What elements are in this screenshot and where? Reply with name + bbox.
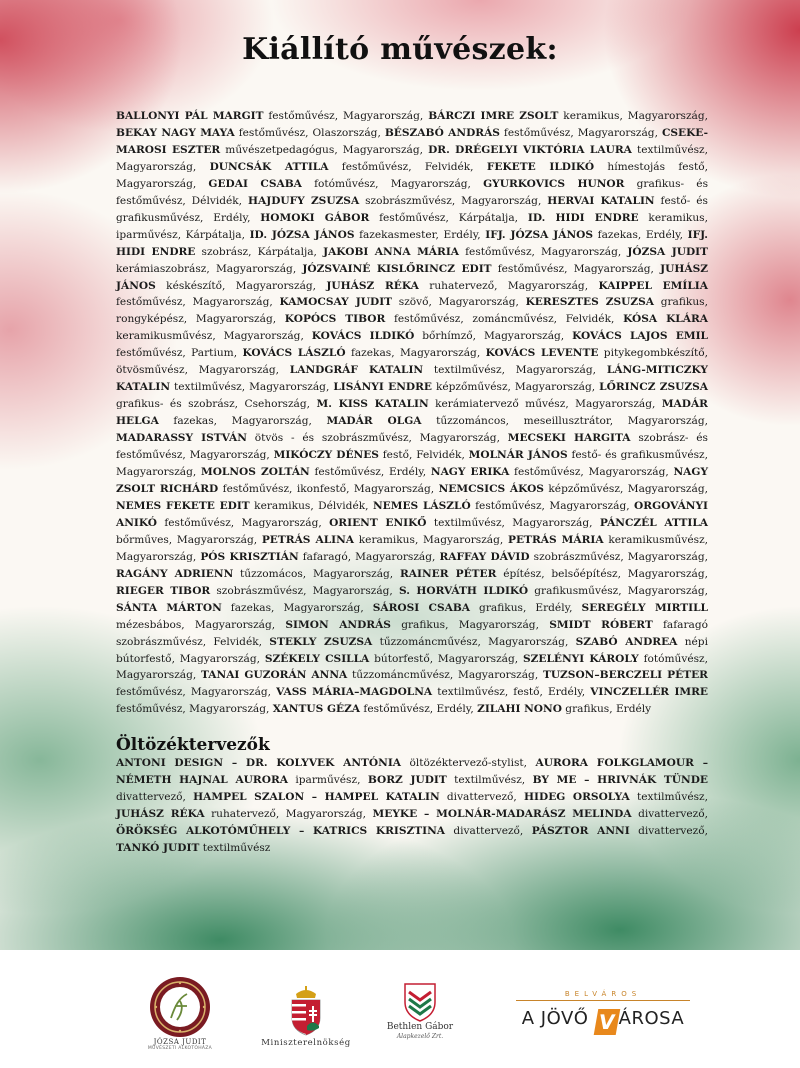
artist-name: ORGOVÁNYI ANIKÓ — [116, 499, 708, 529]
artist-name: NEMES LÁSZLÓ — [372, 499, 471, 512]
artist-name: KOPÓCS TIBOR — [284, 313, 386, 326]
designer-name: JUHÁSZ RÉKA — [116, 807, 205, 820]
artist-name: HOMOKI GÁBOR — [260, 211, 370, 224]
artist-name: PETRÁS ALINA — [261, 533, 355, 546]
artist-name: LŐRINCZ ZSUZSA — [599, 381, 708, 394]
artist-name: ORIENT ENIKŐ — [329, 516, 427, 529]
ministry-caption: Miniszterelnökség — [261, 1038, 351, 1048]
artist-name: KOVÁCS LAJOS EMIL — [572, 330, 708, 343]
artist-name: HAJDUFY ZSUZSA — [247, 194, 360, 207]
sponsor-footer — [0, 950, 800, 1068]
artist-name: SÁNTA MÁRTON — [116, 601, 222, 614]
artist-name: KERESZTES ZSUZSA — [525, 296, 654, 309]
jozsa-judit-seal-icon — [149, 976, 211, 1038]
logo-ministry — [250, 986, 362, 1048]
artist-name: MIKÓCZY DÉNES — [273, 449, 379, 462]
artist-name: ID. JÓZSA JÁNOS — [249, 228, 355, 241]
designer-name: PÁSZTOR ANNI — [531, 824, 630, 837]
belvaros-divider — [516, 1000, 690, 1001]
bethlen-caption: Bethlen Gábor — [386, 1022, 454, 1032]
artist-name: MOLNÁR JÁNOS — [468, 449, 568, 462]
artist-name: NEMCSICS ÁKOS — [438, 482, 544, 495]
arosa-text: ÁROSA — [618, 1008, 685, 1029]
artist-name: LANDGRÁF KATALIN — [289, 364, 424, 377]
artist-name: PÓS KRISZTIÁN — [200, 550, 299, 563]
artist-name: JAKOBI ANNA MÁRIA — [323, 245, 459, 258]
artists-list: BALLONYI PÁL MARGIT festőművész, Magyarország, BÁRCZI IMRE ZSOLT keramikus, Magyarország, BEKAY NAGY MAYA festőművész, Olaszország, BÉSZABÓ ANDRÁS festőművész, Magyarország, CSEKE-MAROSI ESZTER művészetpedagógus, Magyarország, DR. DRÉGELYI VIKTÓRIA LAURA textilművész, Magyarország, DUNCSÁK ATTILA festőművész, Felvidék, FEKETE ILDIKÓ hímestojás festő, Magyarország, GEDAI CSABA fotóművész, Magyarország, GYURKOVICS HUNOR grafikus- és festőművész, Délvidék, HAJDUFY ZSUZSA szobrászművész, Magyarország, HERVAI KATALIN festő- és grafikusművész, Erdély, HOMOKI GÁBOR festőművész, Kárpátalja, ID. HIDI ENDRE keramikus, iparművész, Kárpátalja, ID. JÓZSA JÁNOS fazekasmester, Erdély, IFJ. JÓZSA JÁNOS fazekas, Erdély, IFJ. HIDI ENDRE szobrász, Kárpátalja, JAKOBI ANNA MÁRIA festőművész, Magyarország, JÓZSA JUDIT kerámiaszobrász, Magyarország, JÓZSVAINÉ KISLŐRINCZ EDIT festőművész, Magyarország, JUHÁSZ JÁNOS késkészítő, Magyarország, JUHÁSZ RÉKA ruhatervező, Magyarország, KAIPPEL EMÍLIA festőművész, Magyarország, KAMOCSAY JUDIT szövő, Magyarország, KERESZTES ZSUZSA grafikus, rongyképész, Magyarország, KOPÓCS TIBOR festőművész, zománcművész, Felvidék, KÓSA KLÁRA keramikusművész, Magyarország, KOVÁCS ILDIKÓ bőrhímző, Magyarország, KOVÁCS LAJOS EMIL festőművész, Partium, KOVÁCS LÁSZLÓ fazekas, Magyarország, KOVÁCS LEVENTE pitykegombkészítő, ötvösművész, Magyarország, LANDGRÁF KATALIN textilművész, Magyarország, LÁNG-MITICZKY KATALIN textilművész, Magyarország, LISÁNYI ENDRE képzőművész, Magyarország, LŐRINCZ ZSUZSA grafikus- és szobrász, Csehország, M. KISS KATALIN kerámiatervező művész, Magyarország, MADÁR HELGA fazekas, Magyarország, MADÁR OLGA tűzzománcos, meseillusztrátor, Magyarország, MADARASSY ISTVÁN ötvös - és szobrászművész, Magyarország, MECSEKI HARGITA szobrász- és festőművész, Magyarország, MIKÓCZY DÉNES festő, Felvidék, MOLNÁR JÁNOS festő- és grafikusművész, Magyarország, MOLNOS ZOLTÁN festőművész, Erdély, NAGY ERIKA festőművész, Magyarország, NAGY ZSOLT RICHÁRD festőművész, ikonfestő, Magyarország, NEMCSICS ÁKOS képzőművész, Magyarország, NEMES FEKETE EDIT keramikus, Délvidék, NEMES LÁSZLÓ festőművész, Magyarország, ORGOVÁNYI ANIKÓ festőművész, Magyarország, ORIENT ENIKŐ textilművész, Magyarország, PÁNCZÉL ATTILA bőrműves, Magyarország, PETRÁS ALINA keramikus, Magyarország, PETRÁS MÁRIA keramikusművész, Magyarország, PÓS KRISZTIÁN fafaragó, Magyarország, RAFFAY DÁVID szobrászművész, Magyarország, RAGÁNY ADRIENN tűzzomácos, Magyarország, RAINER PÉTER építész, belsőépítész, Magyarország, RIEGER TIBOR szobrászművész, Magyarország, S. HORVÁTH ILDIKÓ grafikusművész, Magyarország, SÁNTA MÁRTON fazekas, Magyarország, SÁROSI CSABA grafikus, Erdély, SEREGÉLY MIRTILL mézesbábos, Magyarország, SIMON ANDRÁS grafikus, Magyarország, SMIDT RÓBERT fafaragó szobrászművész, Felvidék, STEKLY ZSUZSA tűzzománcművész, Magyarország, SZABÓ ANDREA népi bútorfestő, Magyarország, SZÉKELY CSILLA bútorfestő, Magyarország, SZELÉNYI KÁROLY fotóművész, Magyarország, TANAI GUZORÁN ANNA tűzzománcművész, Magyarország, TUZSON–BERCZELI PÉTER festőművész, Magyarország, VASS MÁRIA–MAGDOLNA textilművész, festő, Erdély, VINCZELLÉR IMRE festőművész, Magyarország, XANTUS GÉZA festőművész, Erdély, ZILAHI NONO grafikus, Erdély — [116, 110, 709, 716]
artist-name: SÁROSI CSABA — [372, 601, 471, 614]
artist-name: KOVÁCS LEVENTE — [485, 347, 599, 360]
artist-name: DR. DRÉGELYI VIKTÓRIA LAURA — [428, 143, 632, 156]
jovo-varosa-wordmark — [508, 1008, 698, 1035]
designer-name: AURORA FOLKGLAMOUR – NÉMETH HAJNAL AURORA — [116, 757, 708, 786]
designer-name: ANTONI DESIGN – DR. KOLYVEK ANTÓNIA — [116, 757, 401, 769]
artist-name: SZABÓ ANDREA — [575, 635, 678, 648]
artist-name: SIMON ANDRÁS — [285, 618, 391, 631]
designer-name: HAMPEL SZALON – HAMPEL KATALIN — [193, 790, 440, 803]
artist-name: KAIPPEL EMÍLIA — [598, 279, 708, 292]
artist-name: PETRÁS MÁRIA — [508, 533, 604, 546]
artist-name: TUZSON–BERCZELI PÉTER — [542, 669, 708, 682]
designer-name: ÖRÖKSÉG ALKOTÓMŰHELY – KATRICS KRISZTINA — [116, 824, 445, 837]
artist-name: JÓZSA JUDIT — [627, 245, 708, 258]
artist-name: NAGY ERIKA — [430, 466, 510, 479]
artist-name: XANTUS GÉZA — [272, 703, 361, 716]
artist-name: BÉSZABÓ ANDRÁS — [384, 126, 500, 139]
artist-name: KÓSA KLÁRA — [623, 313, 709, 326]
artist-name: MOLNOS ZOLTÁN — [200, 466, 310, 479]
artist-name: CSEKE-MAROSI ESZTER — [116, 126, 708, 156]
artist-name: RAGÁNY ADRIENN — [116, 567, 234, 580]
artist-name: SMIDT RÓBERT — [549, 618, 653, 631]
bethlen-subcaption: Alapkezelő Zrt. — [396, 1033, 444, 1040]
v-accent-icon: V — [593, 1009, 620, 1035]
artist-name: DUNCSÁK ATTILA — [209, 160, 329, 173]
artist-name: BÁRCZI IMRE ZSOLT — [428, 110, 559, 122]
artist-name: LÁNG-MITICZKY KATALIN — [116, 364, 708, 394]
jozsa-caption: JÓZSA JUDIT — [153, 1038, 207, 1046]
artist-name: NAGY ZSOLT RICHÁRD — [116, 466, 709, 495]
artist-name: GEDAI CSABA — [208, 177, 302, 190]
hungarian-coat-of-arms-icon — [288, 986, 324, 1036]
designer-name: BY ME – HRIVNÁK TÜNDE — [532, 773, 708, 786]
artist-name: RAFFAY DÁVID — [439, 550, 530, 563]
bethlen-shield-icon — [403, 982, 437, 1022]
artist-name: BEKAY NAGY MAYA — [116, 126, 235, 139]
jovo-text: A JÖVŐ — [521, 1008, 589, 1029]
artist-name: VINCZELLÉR IMRE — [590, 686, 709, 699]
artist-name: LISÁNYI ENDRE — [333, 381, 432, 394]
artist-name: MADARASSY ISTVÁN — [116, 432, 247, 445]
artist-name: MECSEKI HARGITA — [507, 432, 631, 445]
designer-name: MEYKE – MOLNÁR-MADARÁSZ MELINDA — [372, 807, 632, 820]
designer-name: BORZ JUDIT — [367, 773, 447, 786]
artist-name: HERVAI KATALIN — [547, 194, 655, 207]
artist-name: SEREGÉLY MIRTILL — [581, 601, 708, 614]
artist-name: JUHÁSZ RÉKA — [326, 279, 419, 292]
artist-name: KOVÁCS ILDIKÓ — [311, 330, 415, 343]
logo-belvaros-jovo-varosa — [508, 990, 698, 1046]
designer-name: TANKÓ JUDIT — [116, 841, 200, 854]
artist-name: KAMOCSAY JUDIT — [279, 296, 393, 309]
designers-heading: Öltözéktervezők — [116, 735, 270, 755]
artist-name: SZÉKELY CSILLA — [264, 652, 370, 665]
artist-name: STEKLY ZSUZSA — [269, 635, 373, 648]
artist-name: IFJ. HIDI ENDRE — [116, 228, 708, 258]
designer-name: HIDEG ORSOLYA — [524, 790, 630, 803]
artist-name: VASS MÁRIA–MAGDOLNA — [276, 686, 433, 699]
logo-jozsa-judit — [140, 976, 220, 1051]
artist-name: IFJ. JÓZSA JÁNOS — [485, 228, 594, 241]
artist-name: BALLONYI PÁL MARGIT — [116, 110, 264, 122]
artist-name: RIEGER TIBOR — [116, 584, 211, 597]
artist-name: NEMES FEKETE EDIT — [116, 499, 250, 512]
artist-name: SZELÉNYI KÁROLY — [523, 652, 639, 665]
artist-name: JÓZSVAINÉ KISLŐRINCZ EDIT — [302, 262, 492, 275]
artist-name: FEKETE ILDIKÓ — [486, 160, 595, 173]
designers-list: ANTONI DESIGN – DR. KOLYVEK ANTÓNIA öltözéktervező-stylist, AURORA FOLKGLAMOUR – NÉMETH HAJNAL AURORA iparművész, BORZ JUDIT textilművész, BY ME – HRIVNÁK TÜNDE divattervező, HAMPEL SZALON – HAMPEL KATALIN divattervező, HIDEG ORSOLYA textilművész, JUHÁSZ RÉKA ruhatervező, Magyarország, MEYKE – MOLNÁR-MADARÁSZ MELINDA divattervező, ÖRÖKSÉG ALKOTÓMŰHELY – KATRICS KRISZTINA divattervező, PÁSZTOR ANNI divattervező, TANKÓ JUDIT textilművész — [116, 757, 708, 854]
jozsa-subcaption: MŰVÉSZETI ALKOTÓHÁZA — [147, 1046, 213, 1051]
artist-name: MADÁR OLGA — [326, 415, 422, 428]
artist-name: JUHÁSZ JÁNOS — [116, 262, 708, 292]
artist-name: S. HORVÁTH ILDIKÓ — [398, 584, 529, 597]
artist-name: PÁNCZÉL ATTILA — [599, 516, 708, 529]
logo-bethlen-gabor — [378, 982, 462, 1040]
page-title: Kiállító művészek: — [242, 32, 558, 67]
belvaros-label: BELVÁROS — [564, 990, 642, 998]
artist-name: ID. HIDI ENDRE — [527, 211, 639, 224]
artist-name: RAINER PÉTER — [399, 567, 497, 580]
artist-name: GYURKOVICS HUNOR — [483, 177, 625, 190]
artist-name: KOVÁCS LÁSZLÓ — [242, 347, 346, 360]
artist-name: MADÁR HELGA — [116, 398, 708, 428]
artist-name: TANAI GUZORÁN ANNA — [200, 669, 348, 682]
artist-name: M. KISS KATALIN — [316, 398, 429, 411]
artist-name: ZILAHI NONO — [477, 703, 562, 716]
